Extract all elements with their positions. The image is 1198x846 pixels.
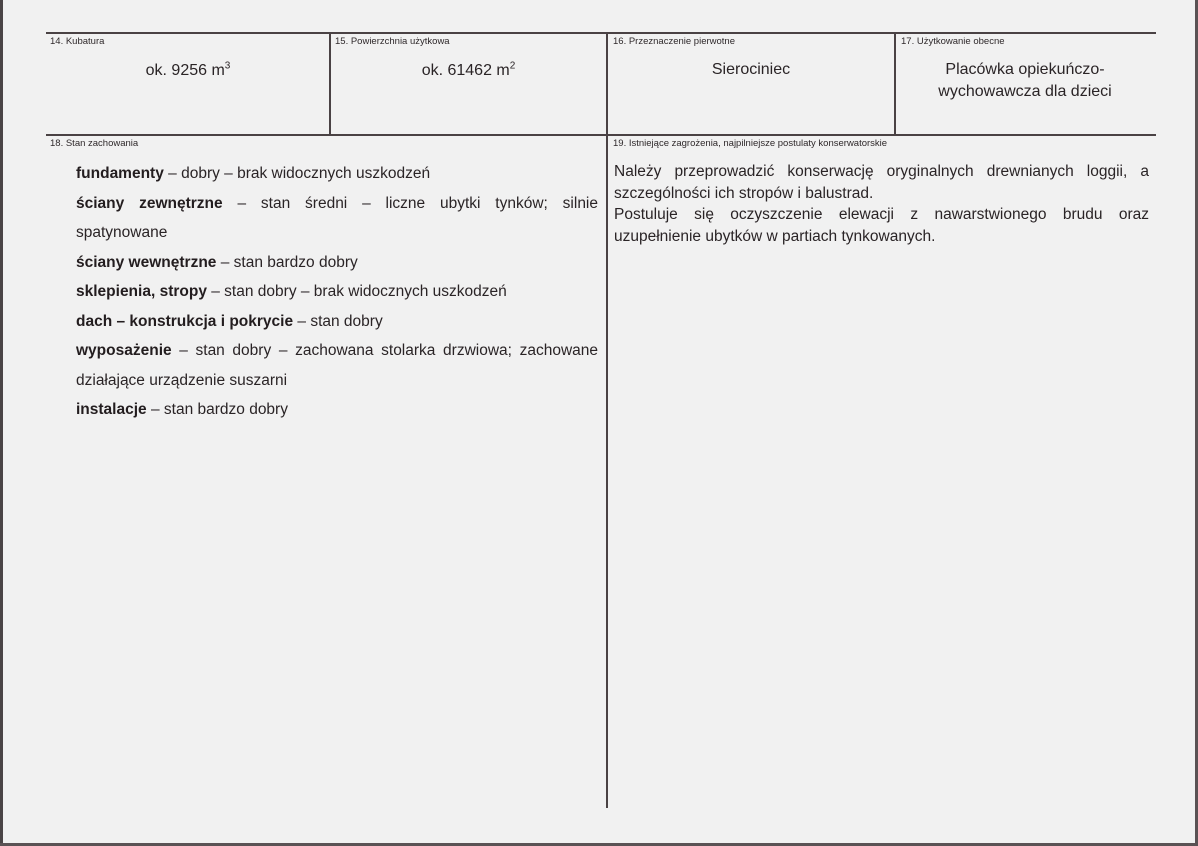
condition-item: sklepienia, stropy – stan dobry – brak widocznych uszkodzeń [76, 283, 507, 300]
field-value: Placówka opiekuńczo- wychowawcza dla dzieci [938, 61, 1112, 100]
condition-list [76, 159, 598, 425]
threats-paragraph: Postuluje się oczyszczenie elewacji z nawarstwionego brudu oraz uzupełnienie ubytków w partiach tynkowanych. [614, 206, 1149, 245]
field-label: 18. Stan zachowania [50, 138, 139, 149]
field-label: 17. Użytkowanie obecne [901, 36, 1005, 47]
top-rule [46, 32, 1156, 34]
field-label: 19. Istniejące zagrożenia, najpilniejsze postulaty konserwatorskie [613, 138, 888, 149]
divider-14-15 [329, 32, 331, 135]
field-value: ok. 9256 $m^3$ [145, 60, 231, 79]
field-value: ok. 61462 $m^2$ [421, 60, 516, 79]
scan-edge-left [0, 0, 3, 846]
condition-item: instalacje – stan bardzo dobry [76, 401, 288, 418]
condition-item: wyposażenie – stan dobry – zachowana stolarka drzwiowa; zachowane działające urządzenie suszarni [76, 342, 598, 389]
field-value: Sierociniec [711, 61, 791, 78]
condition-item: ściany wewnętrzne – stan bardzo dobry [76, 253, 358, 271]
field-label: 14. Kubatura [50, 36, 105, 47]
middle-rule [46, 134, 1156, 136]
condition-item: fundamenty – dobry – brak widocznych uszkodzeń [76, 165, 431, 182]
condition-item: ściany zewnętrzne – stan średni – liczne ubytki tynków; silnie spatynowane [76, 194, 598, 241]
threats-paragraph: Należy przeprowadzić konserwację oryginalnych drewnianych loggii, a szczególności ich stropów i balustrad. [614, 163, 1149, 202]
field-label: 16. Przeznaczenie pierwotne [613, 36, 735, 47]
threats-text [614, 161, 1149, 247]
divider-center [606, 32, 608, 808]
field-label: 15. Powierzchnia użytkowa [335, 36, 450, 47]
condition-item: dach – konstrukcja i pokrycie – stan dobry [76, 312, 383, 330]
